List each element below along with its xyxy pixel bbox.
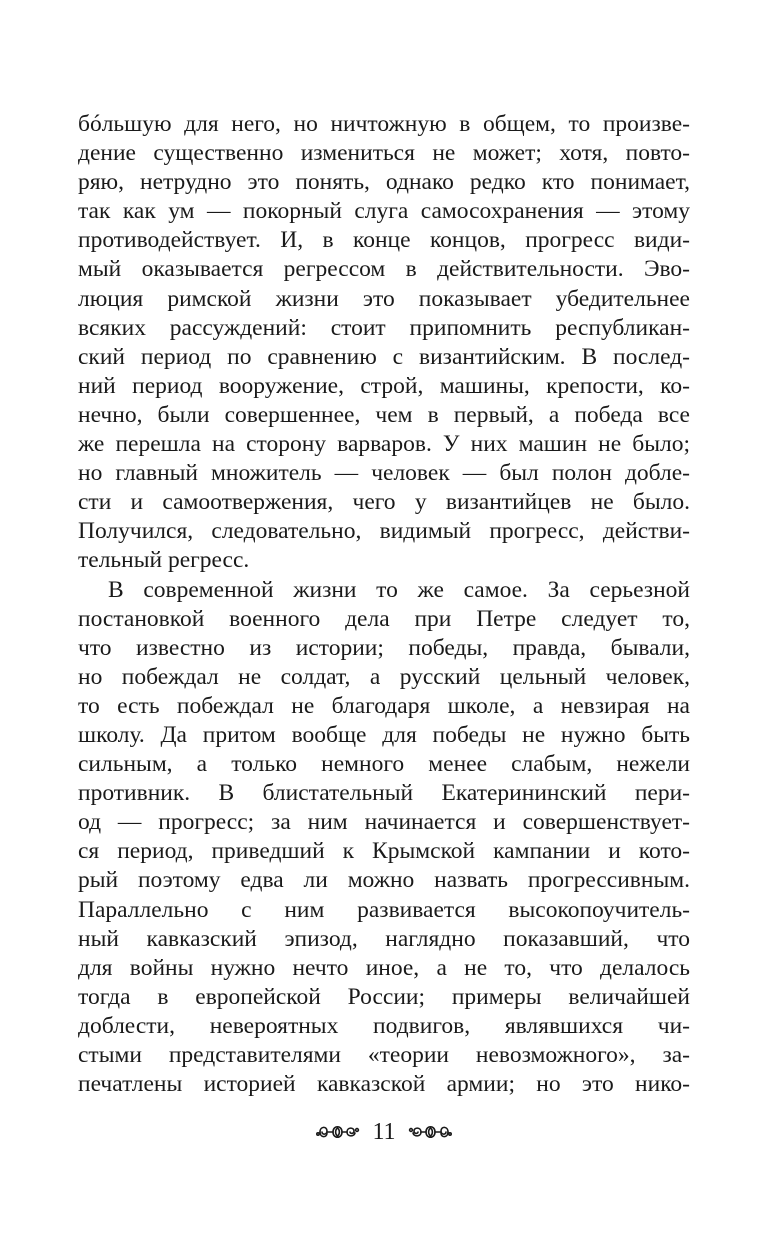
text-line: сильным, а только немного менее слабым, нежели (78, 751, 690, 778)
text-line: дение существенно измениться не может; хотя, повто- (78, 140, 690, 167)
text-line: ский период по сравнению с византийским. В послед- (78, 343, 690, 370)
text-line: то есть побеждал не благодаря школе, а невзирая на (78, 692, 690, 719)
book-page-text (78, 110, 690, 1099)
page-number: 11 (372, 1119, 396, 1145)
text-line: стыми представителями «теории невозможного», за- (78, 1042, 690, 1068)
text-line: нечно, были совершеннее, чем в первый, а победа все (78, 401, 690, 428)
text-line: люция римской жизни это показывает убедительнее (78, 285, 690, 312)
page-footer (0, 1118, 768, 1146)
text-line: Получился, следовательно, видимый прогресс, действи- (78, 518, 690, 545)
text-line: но побеждал не солдат, а русский цельный человек, (78, 663, 690, 690)
text-line: доблести, невероятных подвигов, являвшихся чи- (78, 1012, 690, 1039)
text-line: всяких рассуждений: стоит припомнить республикан- (78, 314, 690, 341)
text-line: тогда в европейской России; примеры величайшей (78, 983, 690, 1010)
text-line: рый поэтому едва ли можно назвать прогрессивным. (78, 867, 690, 894)
text-line: так как ум — покорный слуга самосохранения — этому (78, 198, 690, 225)
text-line: Параллельно с ним развивается высокопоучитель- (78, 896, 690, 923)
text-line: но главный множитель — человек — был полон добле- (78, 460, 690, 487)
text-line: ряю, нетрудно это понять, однако редко кто понимает, (78, 169, 690, 196)
text-line: что известно из истории; победы, правда, бывали, (78, 634, 690, 661)
text-line: школу. Да притом вообще для победы не нужно быть (78, 721, 690, 748)
text-line: для войны нужно нечто иное, а не то, что делалось (78, 954, 690, 981)
text-line: же перешла на сторону варваров. У них машин не было; (78, 431, 690, 458)
paragraph-2 (78, 576, 690, 1100)
paragraph-1 (78, 110, 690, 576)
flourish-ornament-icon (408, 1118, 452, 1146)
text-line: противник. В блистательный Екатерининский пери- (78, 780, 690, 807)
text-line: противодействует. И, в конце концов, прогресс види- (78, 227, 690, 254)
text-line: В современной жизни то же самое. За серьезной (108, 576, 690, 603)
text-line: ся период, приведший к Крымской кампании и кото- (78, 838, 690, 865)
text-line: постановкой военного дела при Петре следует то, (78, 605, 690, 632)
text-line: мый оказывается регрессом в действительности. Эво- (78, 256, 690, 283)
text-line: ный кавказский эпизод, наглядно показавший, что (78, 925, 690, 952)
text-line: ний период вооружение, строй, машины, крепости, ко- (78, 372, 690, 399)
text-line: бóльшую для него, но ничтожную в общем, то произве- (78, 111, 690, 137)
text-line: печатлены историей кавказской армии; но это нико- (78, 1071, 690, 1098)
text-line: тельный регресс. (78, 547, 250, 574)
flourish-ornament-icon (316, 1118, 360, 1146)
text-line: од — прогресс; за ним начинается и совершенствует- (78, 809, 690, 836)
text-line: сти и самоотвержения, чего у византийцев не было. (78, 489, 690, 516)
